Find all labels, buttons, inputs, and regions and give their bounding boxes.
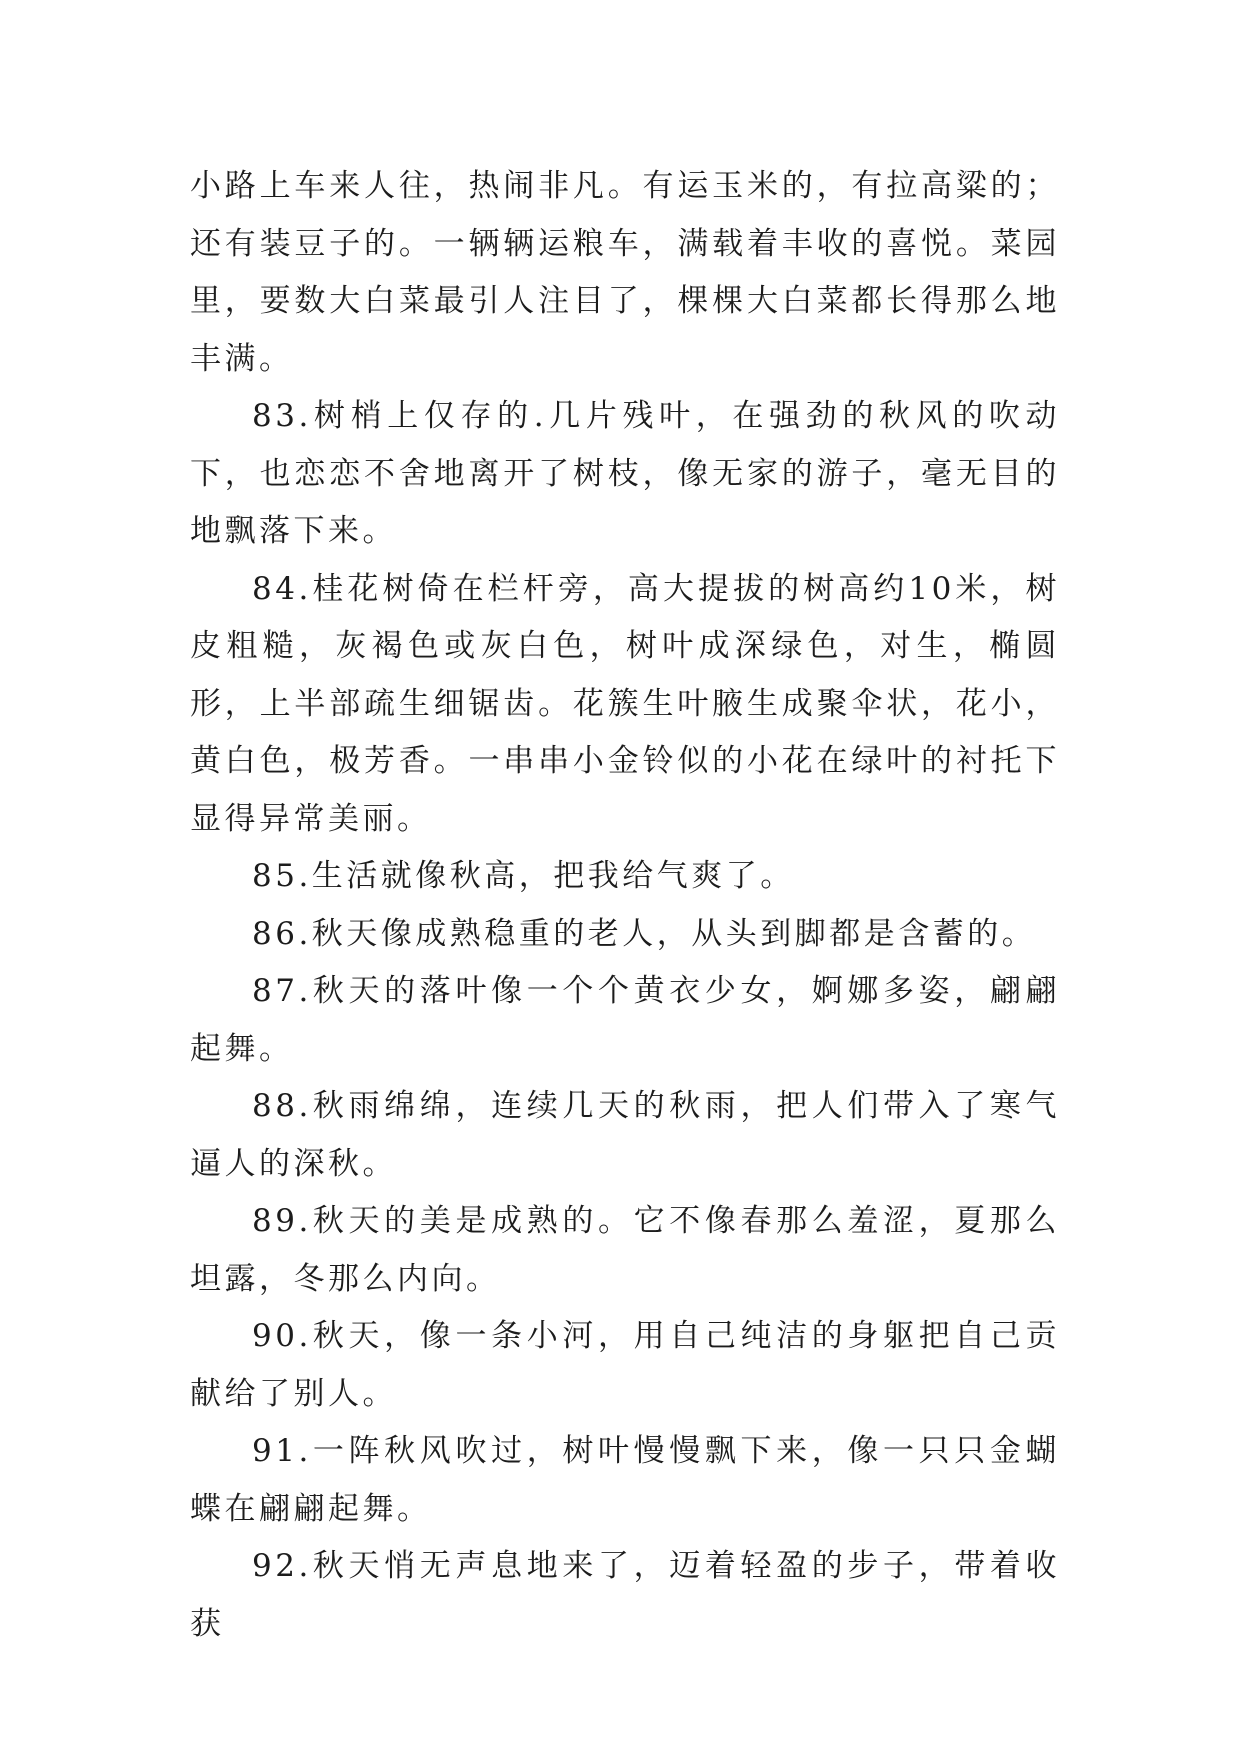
paragraph-89: 89.秋天的美是成熟的。它不像春那么羞涩，夏那么坦露，冬那么内向。 [190,1203,1060,1297]
paragraph-91: 91.一阵秋风吹过，树叶慢慢飘下来，像一只只金蝴蝶在翩翩起舞。 [190,1433,1060,1527]
paragraph-83: 83.树梢上仅存的.几片残叶，在强劲的秋风的吹动下，也恋恋不舍地离开了树枝，像无家的游子，毫无目的地飘落下来。 [190,398,1060,549]
paragraph-88: 88.秋雨绵绵，连续几天的秋雨，把人们带入了寒气逼人的深秋。 [190,1088,1060,1182]
paragraph-84: 84.桂花树倚在栏杆旁，高大提拔的树高约10米，树皮粗糙，灰褐色或灰白色，树叶成深绿色，对生，椭圆形，上半部疏生细锯齿。花簇生叶腋生成聚伞状，花小，黄白色，极芳香。一串串小金铃似的小花在绿叶的衬托下显得异常美丽。 [190,570,1060,837]
paragraph-87: 87.秋天的落叶像一个个黄衣少女，婀娜多姿，翩翩起舞。 [190,973,1060,1067]
paragraph-opening: 小路上车来人往，热闹非凡。有运玉米的，有拉高粱的；还有装豆子的。一辆辆运粮车，满载着丰收的喜悦。菜园里，要数大白菜最引人注目了，棵棵大白菜都长得那么地丰满。 [190,168,1060,377]
paragraph-92: 92.秋天悄无声息地来了，迈着轻盈的步子，带着收获 [190,1548,1060,1642]
paragraph-85: 85.生活就像秋高，把我给气爽了。 [252,858,795,894]
document-body [190,158,1060,1653]
paragraph-86: 86.秋天像成熟稳重的老人，从头到脚都是含蓄的。 [252,915,1037,952]
paragraph-90: 90.秋天，像一条小河，用自己纯洁的身躯把自己贡献给了别人。 [190,1318,1060,1412]
